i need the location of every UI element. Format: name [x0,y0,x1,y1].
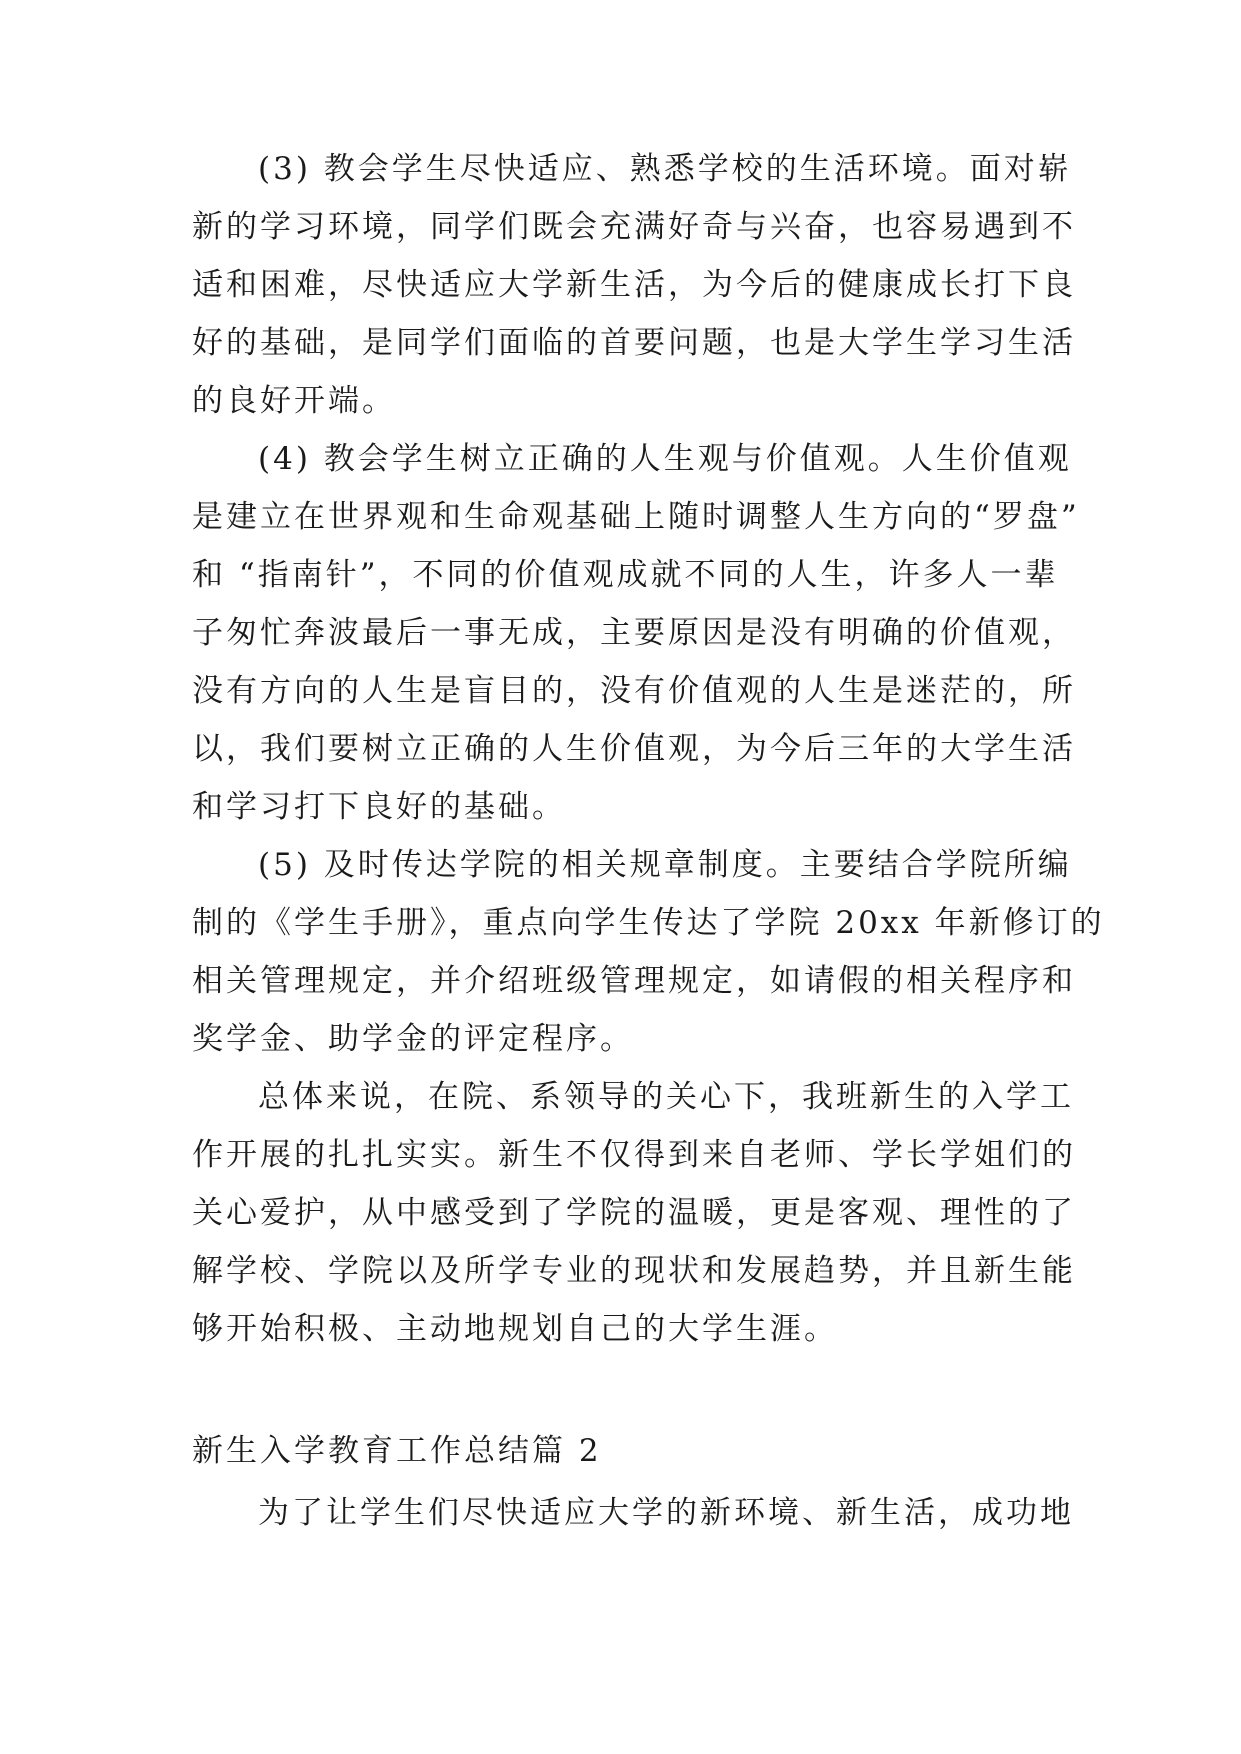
paragraph-line: (3) 教会学生尽快适应、熟悉学校的生活环境。面对崭 [258,151,1072,187]
paragraph-line: 子匆忙奔波最后一事无成，主要原因是没有明确的价值观， [192,615,1076,651]
paragraph-line: 作开展的扎扎实实。新生不仅得到来自老师、学长学姐们的 [192,1137,1076,1173]
paragraph-line: 够开始积极、主动地规划自己的大学生涯。 [192,1311,838,1347]
paragraph-4 [192,430,1080,836]
paragraph-line: (5) 及时传达学院的相关规章制度。主要结合学院所编 [258,847,1072,883]
paragraph-3 [192,140,1076,430]
paragraph-line: 新的学习环境，同学们既会充满好奇与兴奋，也容易遇到不 [192,209,1076,245]
paragraph-line: 没有方向的人生是盲目的，没有价值观的人生是迷茫的，所 [192,673,1076,709]
paragraph-line: 奖学金、助学金的评定程序。 [192,1021,634,1057]
paragraph-5 [192,836,1105,1068]
paragraph-line: 相关管理规定，并介绍班级管理规定，如请假的相关程序和 [192,963,1076,999]
paragraph-line: 制的《学生手册》，重点向学生传达了学院 20xx 年新修订的 [192,905,1105,941]
section-heading: 新生入学教育工作总结篇 2 [192,1433,602,1469]
paragraph-line: 解学校、学院以及所学专业的现状和发展趋势，并且新生能 [192,1253,1076,1289]
paragraph-line: (4) 教会学生树立正确的人生观与价值观。人生价值观 [258,441,1072,477]
paragraph-line: 的良好开端。 [192,383,396,419]
summary-paragraph [192,1068,1076,1358]
final-paragraph [192,1484,1074,1542]
paragraph-line: 关心爱护，从中感受到了学院的温暖，更是客观、理性的了 [192,1195,1076,1231]
paragraph-line: 适和困难，尽快适应大学新生活，为今后的健康成长打下良 [192,267,1076,303]
paragraph-line: 和学习打下良好的基础。 [192,789,566,825]
paragraph-line: 总体来说，在院、系领导的关心下，我班新生的入学工 [258,1079,1074,1115]
paragraph-line: 为了让学生们尽快适应大学的新环境、新生活，成功地 [258,1495,1074,1531]
paragraph-line: 是建立在世界观和生命观基础上随时调整人生方向的“罗盘” [192,499,1080,535]
paragraph-line: 以，我们要树立正确的人生价值观，为今后三年的大学生活 [192,731,1076,767]
paragraph-line: 好的基础，是同学们面临的首要问题，也是大学生学习生活 [192,325,1076,361]
paragraph-line: 和 “指南针”，不同的价值观成就不同的人生，许多人一辈 [192,557,1059,593]
